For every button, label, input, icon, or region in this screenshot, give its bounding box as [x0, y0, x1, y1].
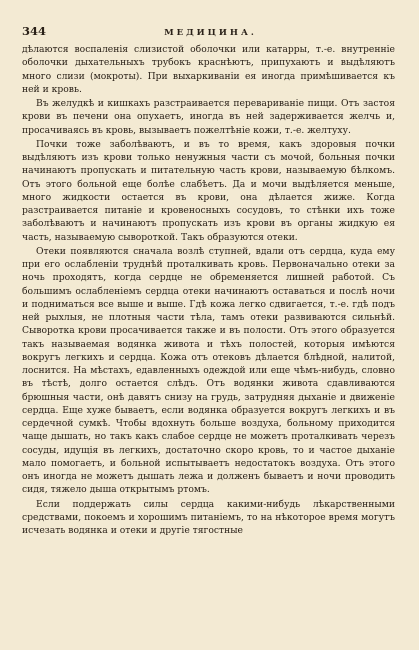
body-text: [22, 43, 395, 537]
section-title: МЕДИЦИНА.: [164, 28, 257, 38]
running-head: [22, 24, 395, 38]
paragraph: Отеки появляются сначала возлѣ ступней, вдали отъ сердца, куда ему при его ослабленіи труднѣй проталкивать кровь. Первоначально отеки за ночь проходятъ, когда сердце не обременяется лишней работой. Съ большимъ ослабленіемъ сердца отеки начинаютъ оставаться и послѣ ночи и подниматься все выше и выше. Гдѣ кожа легко сдвигается, т.-е. гдѣ подъ ней рыхлыя, не плотныя части тѣла, тамъ отеки развиваются сильнѣй. Сыворотка крови просачивается также и въ полости. Отъ этого образуется такъ называемая водянка живота и тѣхъ полостей, которыя имѣются вокругъ легкихъ и сердца. Кожа отъ отековъ дѣлается блѣдной, налитой, лоснится. На мѣстахъ, едавленныхъ одеждой или еще чѣмъ-нибудь, словно въ тѣстѣ, долго остается слѣдъ. Отъ водянки живота сдавливаются брюшныя части, онѣ давятъ снизу на грудь, затрудняя дыханіе и движеніе сердца. Еще хуже бываетъ, если водянка образуется вокругъ легкихъ и въ сердечной сумкѣ. Чтобы вдохнуть больше воздуха, больному приходится чаще дышать, но такъ какъ слабое сердце не можетъ проталкивать черезъ сосуды, идущія въ легкихъ, достаточно скоро кровь, то и частое дыханіе мало помогаетъ, и больной испытываетъ недостатокъ воздуха. Отъ этого онъ иногда не можетъ дышать лежа и долженъ бываетъ и ночи проводить сидя, тяжело дыша открытымъ ртомъ.: [22, 245, 395, 496]
paragraph: Въ желудкѣ и кишкахъ разстраивается перевариваніе пищи. Отъ застоя крови въ печени она опухаетъ, иногда въ ней задерживается желчь и, просачиваясь въ кровь, вызываетъ пожелтѣніе кожи, т.-е. желтуху.: [22, 98, 395, 136]
paragraph: Почки тоже заболѣваютъ, и въ то время, какъ здоровыя почки выдѣляютъ изъ крови только ненужныя части съ мочой, больныя почки начинаютъ пропускать и питательную часть крови, называемую бѣлкомъ. Отъ этого больной еще болѣе слабѣетъ. Да и мочи выдѣляется меньше, много жидкости остается въ крови, она дѣлается жиже. Когда разстраивается питаніе и кровеносныхъ сосудовъ, то стѣнки ихъ тоже заболѣваютъ и начинаютъ пропускать изъ крови въ органы жидкую ея часть, называемую сывороткой. Такъ образуются отеки.: [22, 138, 395, 243]
page-number: 344: [22, 24, 47, 38]
paragraph: дѣлаются воспаленія слизистой оболочки или катарры, т.-е. внутренніе оболочки дыхательныхъ трубокъ краснѣютъ, припухаютъ и выдѣляютъ много слизи (мокроты). При выхаркиваніи ея иногда примѣшивается къ ней и кровь.: [22, 44, 395, 95]
paragraph: Если поддержать силы сердца какими-нибудь лѣкарственными средствами, покоемъ и хорошимъ питаніемъ, то на нѣкоторое время могутъ исчезать водянка и отеки и другіе тягостные: [22, 498, 395, 536]
